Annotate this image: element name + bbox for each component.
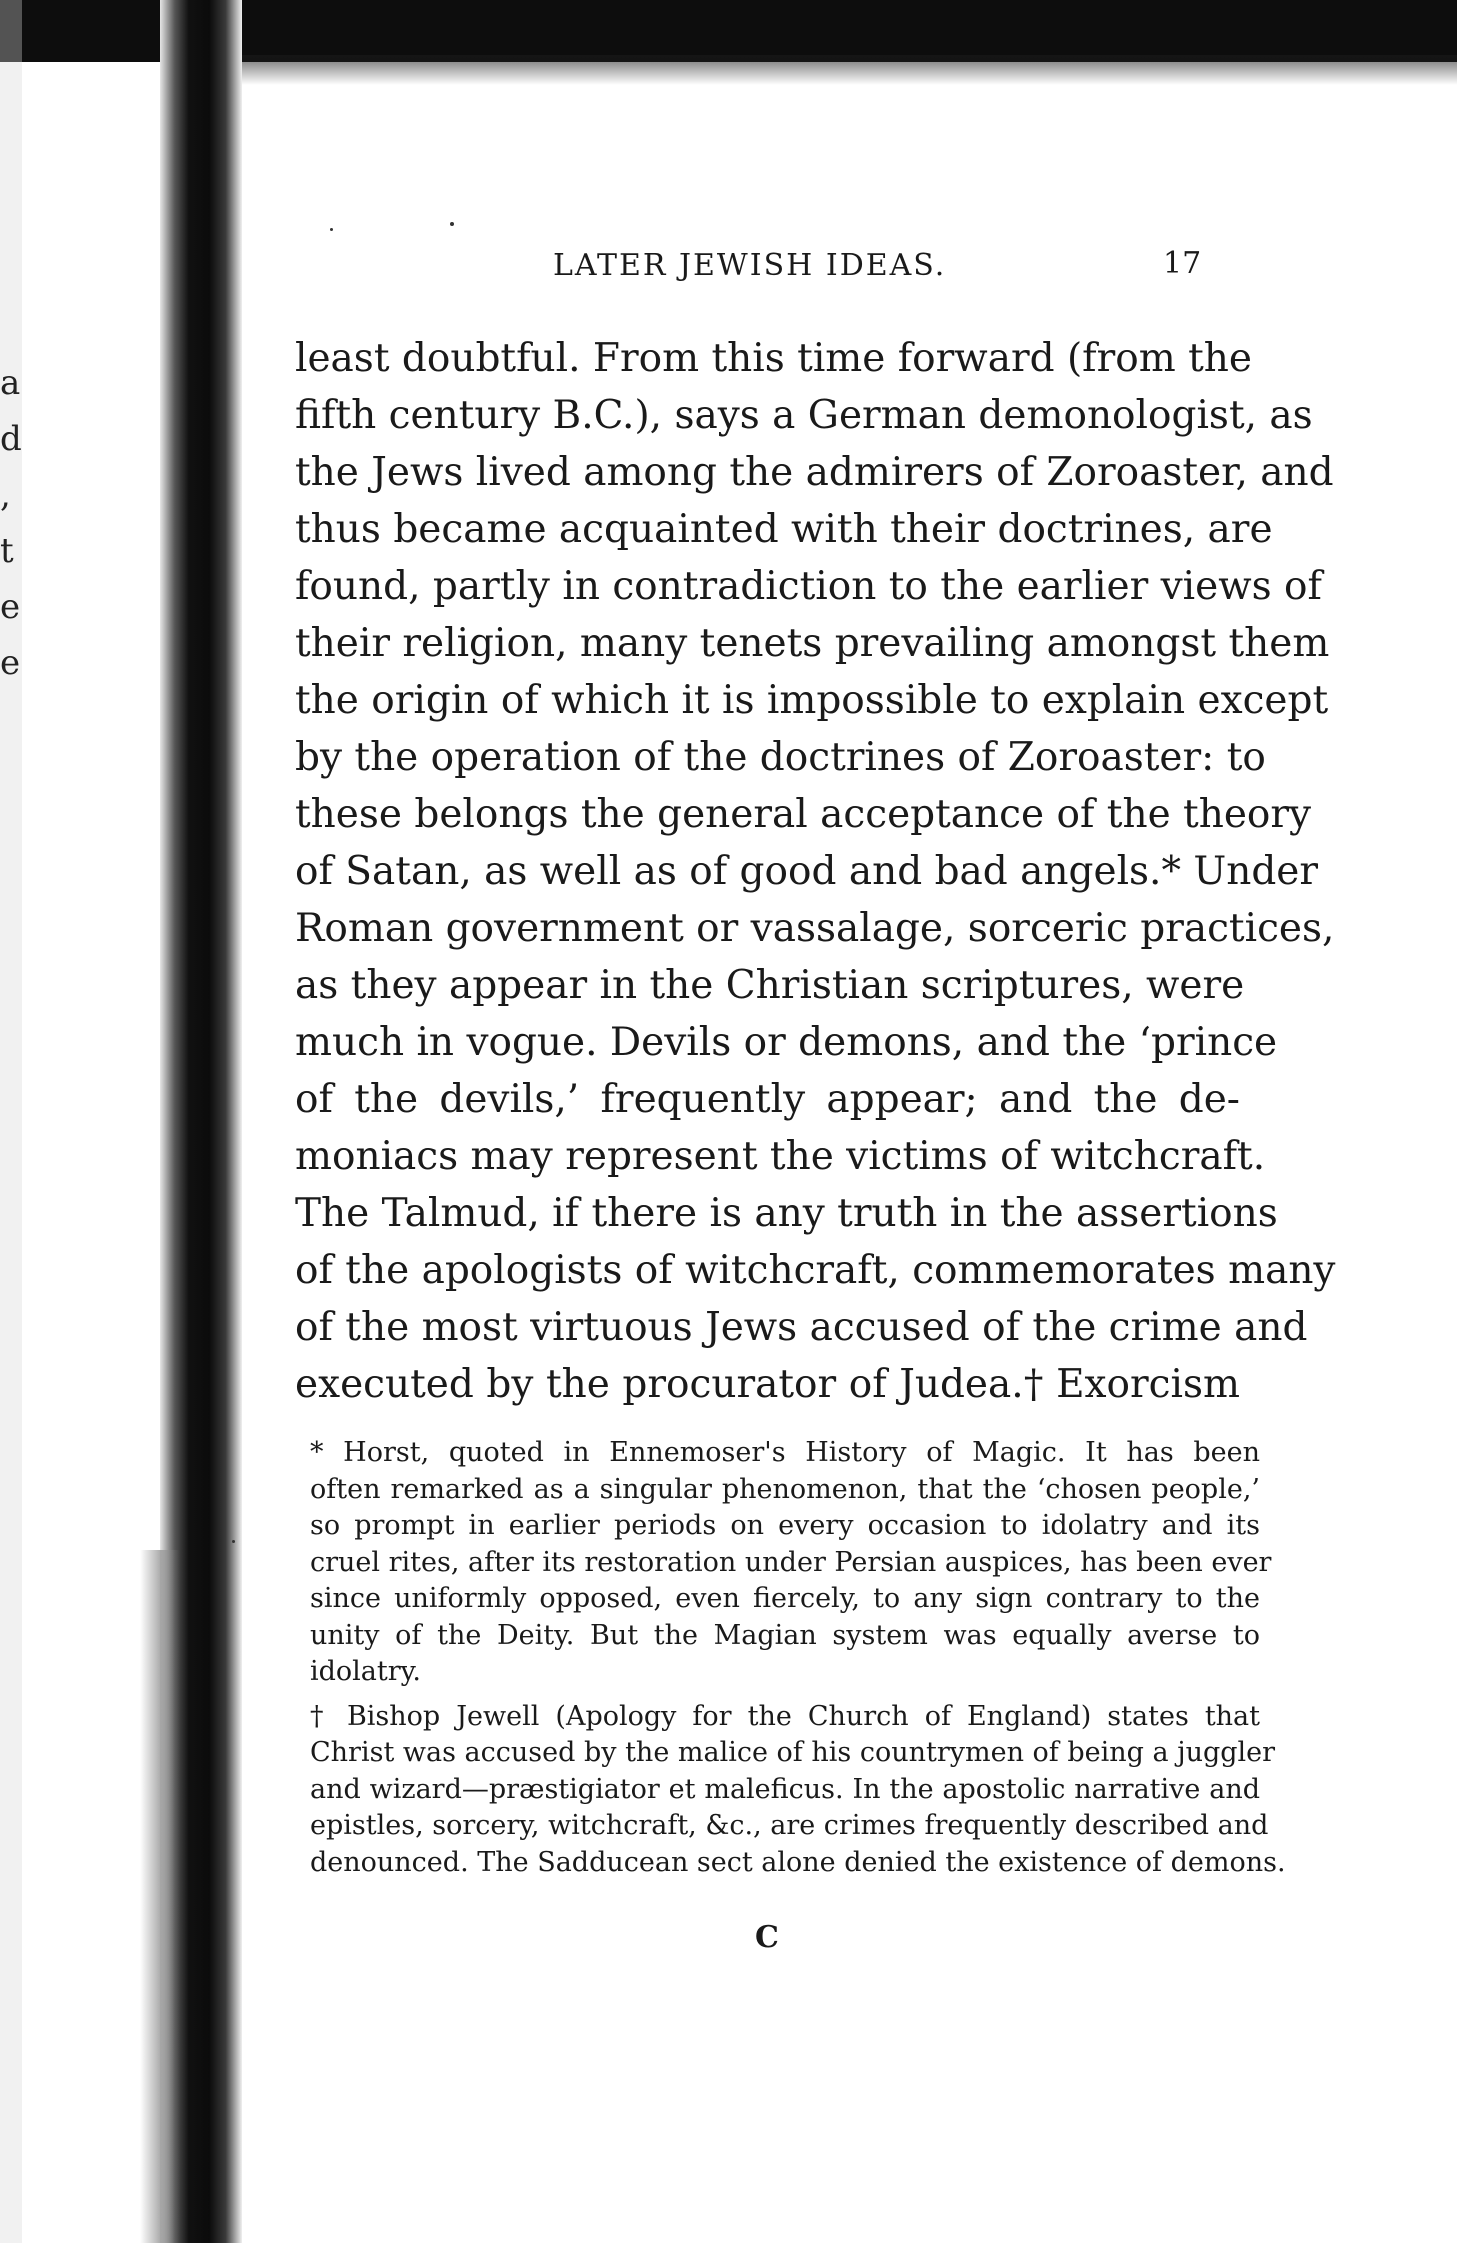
text-line: the Jews lived among the admirers of Zoroaster, and [295,450,1334,495]
top-edge-shadow [220,55,1457,85]
text-line: found, partly in contradiction to the earlier views of [295,564,1322,609]
gutter-shadow-lower [140,1550,180,2243]
facing-page-fragments [0,355,22,691]
book-page [295,240,1336,1955]
ink-speck [232,1540,235,1543]
main-text [295,330,1336,1413]
text-line: executed by the procurator of Judea.† Exorcism [295,1362,1240,1407]
footnote-line: since uniformly opposed, even fiercely, to any sign contrary to the [310,1583,1260,1614]
running-title: LATER JEWISH IDEAS. [553,248,947,283]
footnote-line: Christ was accused by the malice of his countrymen of being a juggler [310,1737,1276,1768]
facing-page-edge [0,0,22,2243]
text-line: least doubtful. From this time forward (from the [295,336,1252,381]
footnote-line: often remarked as a singular phenomenon, that the ‘chosen people,’ [310,1473,1260,1505]
footnote-line: unity of the Deity. But the Magian system was equally averse to [310,1619,1260,1651]
text-line: of Satan, as well as of good and bad angels.* Under [295,849,1319,894]
text-line: their religion, many tenets prevailing amongst them [295,621,1330,666]
margin-fragment: e [0,587,21,627]
ink-speck [330,228,333,231]
text-line: much in vogue. Devils or demons, and the ‘prince [295,1020,1278,1065]
footnote-line: idolatry. [310,1656,421,1687]
text-line: the origin of which it is impossible to explain except [295,678,1329,723]
text-line: as they appear in the Christian scriptures, were [295,963,1245,1008]
footnote-line: cruel rites, after its restoration under Persian auspices, has been ever [310,1546,1272,1578]
text-line: The Talmud, if there is any truth in the assertions [295,1191,1278,1236]
text-line: Roman government or vassalage, sorceric practices, [295,906,1335,951]
text-line: of the apologists of witchcraft, commemorates many [295,1248,1336,1293]
footnote-line: and wizard—præstigiator et maleficus. In the apostolic narrative and [310,1773,1260,1805]
text-line: of the most virtuous Jews accused of the crime and [295,1305,1308,1350]
footnote-line: so prompt in earlier periods on every occasion to idolatry and its [310,1510,1260,1541]
footnote-line: † Bishop Jewell (Apology for the Church of England) states that [310,1700,1260,1732]
text-line: moniacs may represent the victims of witchcraft. [295,1134,1266,1179]
signature-mark: C [755,1920,779,1955]
page-header [295,240,1245,300]
ink-speck [450,222,454,226]
page-number: 17 [1163,246,1202,281]
text-line: by the operation of the doctrines of Zoroaster: to [295,735,1266,780]
footnote-line: epistles, sorcery, witchcraft, &c., are crimes frequently described and [310,1810,1269,1841]
text-line: thus became acquainted with their doctrines, are [295,507,1273,552]
margin-fragment: e [0,643,21,683]
margin-fragment: d [0,419,22,459]
text-line: of the devils,’ frequently appear; and the de- [295,1077,1240,1122]
footnote-line: * Horst, quoted in Ennemoser's History of Magic. It has been [310,1437,1260,1468]
margin-fragment: a [0,363,21,403]
margin-fragment: , [0,475,11,515]
text-line: these belongs the general acceptance of the theory [295,792,1312,837]
margin-fragment: t [0,531,14,571]
footnotes [310,1435,1286,1881]
text-line: fifth century B.C.), says a German demonologist, as [295,393,1313,438]
footnote-line: denounced. The Sadducean sect alone denied the existence of demons. [310,1846,1286,1878]
